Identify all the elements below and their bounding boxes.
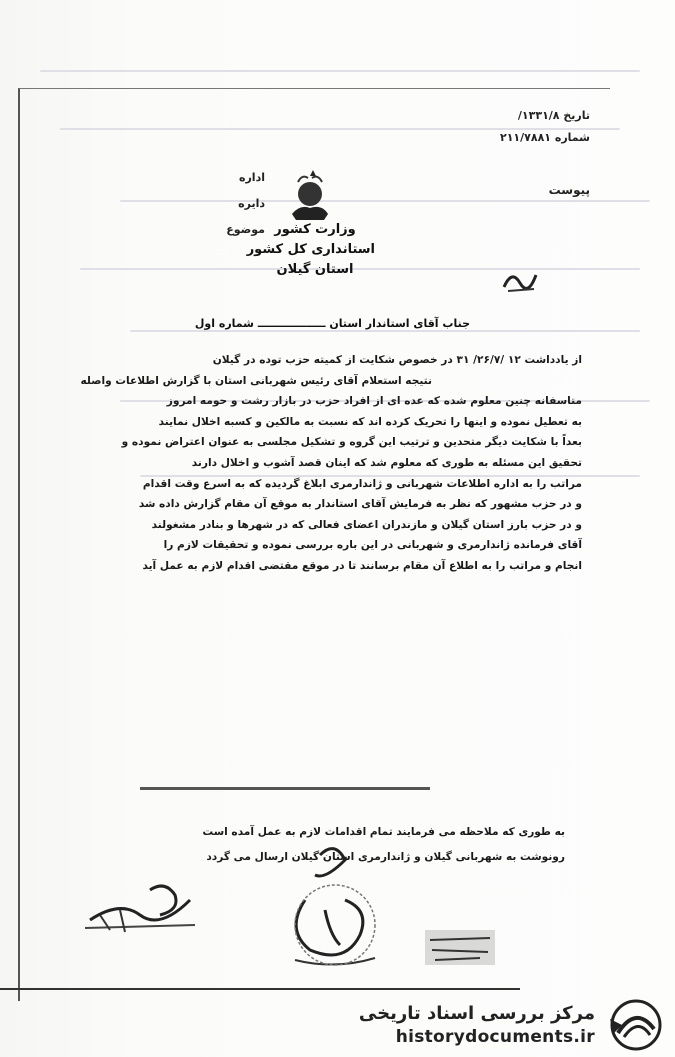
governorate-name: استانداری کل کشور	[246, 242, 375, 257]
body-line: انجام و مراتب را به اطلاع آن مقام برسانند تا در موقع مقتضی اقدام لازم به عمل آید	[142, 559, 582, 572]
document-archive-logo-icon	[608, 999, 664, 1051]
closing-line: به طوری که ملاحظه می فرمایند تمام اقدامات لازم به عمل آمده است	[202, 826, 565, 838]
body-line: بعداً با شکایت دیگر متحدین و ترتیب این گروه و تشکیل مجلسی به عنوان اعتراض نموده و	[121, 436, 582, 449]
header-left	[85, 165, 265, 243]
subject-field: موضوع	[226, 223, 265, 236]
body-line: تحقیق این مسئله به طوری که معلوم شد که اینان قصد آشوب و اخلال دارند	[191, 456, 582, 469]
separator-line	[140, 787, 430, 790]
document-body	[30, 105, 590, 965]
organization-name: مرکز بررسی اسناد تاریخی	[358, 1003, 595, 1024]
body-line: نتیجه استعلام آقای رئیس شهربانی استان با گزارش اطلاعات واصله	[80, 374, 432, 387]
date-field: تاریخ ۱۳۳۱/۸/	[517, 109, 590, 122]
watermark-logo	[358, 995, 670, 1055]
province-name: استان گیلان	[276, 262, 354, 277]
page-bottom-line	[0, 988, 520, 990]
official-seal-and-signature	[265, 840, 415, 970]
smudged-stamp	[410, 920, 510, 975]
office-field: اداره	[238, 171, 265, 184]
enclosure-field: پیوست	[548, 183, 590, 197]
body-line: از یادداشت ۱۲ /۲۶/۷/ ۳۱ در خصوص شکایت از کمیته حزب توده در گیلان	[212, 354, 582, 366]
body-line: و در حزب مشهور که نظر به فرمایش آقای استاندار به موقع آن مقام گزارش داده شد	[138, 498, 582, 511]
signature-left	[80, 870, 210, 950]
closing-line: رونوشت به شهربانی گیلان و ژاندارمری استان گیلان ارسال می گردد	[206, 851, 565, 863]
body-line: آقای فرمانده ژاندارمری و شهربانی در این باره بررسی نموده و تحقیقات لازم را	[163, 539, 582, 552]
body-line: به تعطیل نموده و اینها را تحریک کرده اند که نسبت به مالکین و کسبه اخلال نمایند	[158, 415, 582, 428]
ministry-name: وزارت کشور	[274, 222, 356, 237]
department-field: دایره	[238, 197, 265, 210]
salutation: جناب آقای استاندار استان ــــــــــــــــــ شماره اول	[194, 317, 470, 330]
number-field: شماره ۲۱۱/۷۸۸۱	[500, 131, 590, 144]
ministry-heading	[246, 220, 375, 280]
letter-body	[62, 350, 582, 577]
body-line: مراتب را به اداره اطلاعات شهربانی و ژاندارمری ابلاغ گردیده که به اسرع وقت اقدام	[142, 477, 582, 490]
received-stamp	[500, 265, 540, 295]
website-url: historydocuments.ir	[395, 1027, 595, 1047]
body-line: و در حزب بارز استان گیلان و مازندران اعضای فعالی که در شهرها و بنادر مشغولند	[151, 518, 582, 531]
header-right	[390, 105, 590, 201]
body-line: متاسفانه چنین معلوم شده که عده ای از افراد حزب در بازار رشت و حومه امروز	[166, 395, 582, 408]
